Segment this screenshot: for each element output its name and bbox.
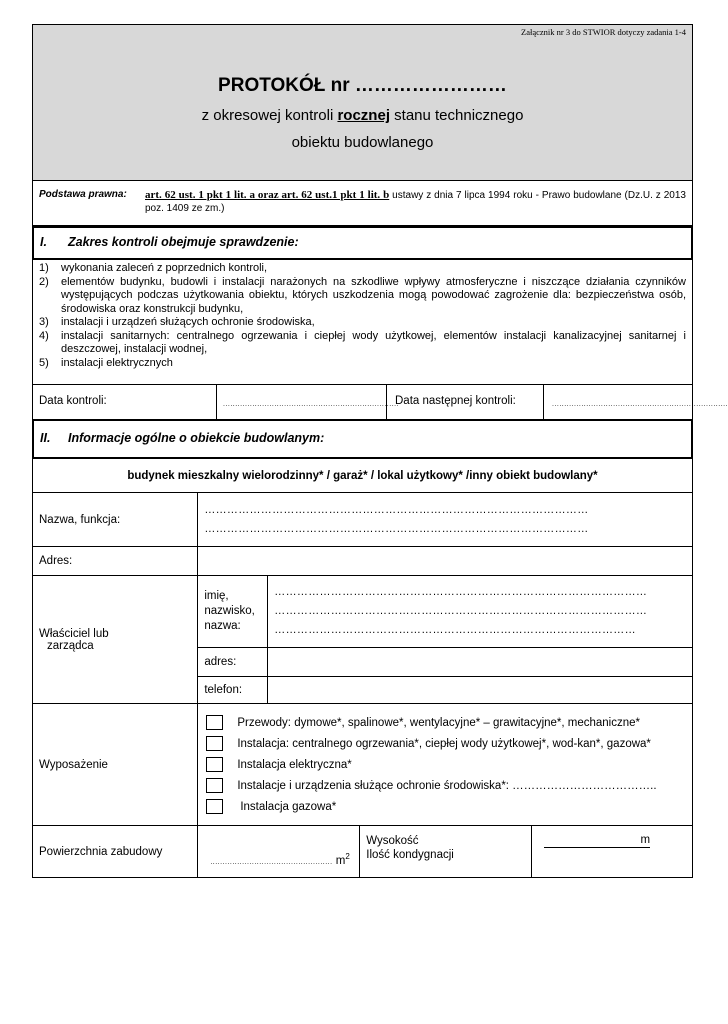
built-area-field[interactable]: .................................................. $m^2$ <box>198 826 360 878</box>
protocol-subtitle-2: obiektu budowlanego <box>291 134 434 151</box>
list-item: 1) wykonania zaleceń z poprzednich kontroli, <box>39 262 268 274</box>
checkbox[interactable] <box>206 799 223 814</box>
inspection-date-label: Data kontroli: <box>39 395 107 407</box>
height-field[interactable] <box>532 826 693 878</box>
list-item: 5) instalacji elektrycznych <box>39 356 173 369</box>
checkbox[interactable] <box>206 778 223 793</box>
owner-label: Właściciel lub zarządca <box>33 576 198 704</box>
equipment-option[interactable]: Instalacja: centralnego ogrzewania*, ciepłej wody użytkowej*, wod-kan*, gazowa* <box>206 733 686 754</box>
checkbox[interactable] <box>206 757 223 772</box>
equipment-option[interactable]: Przewody: dymowe*, spalinowe*, wentylacyjne* – grawitacyjne*, mechaniczne* <box>206 712 686 733</box>
section-2-header <box>32 420 693 459</box>
scope-list <box>32 260 693 384</box>
protocol-form <box>32 24 728 878</box>
owner-address-label: adres: <box>198 648 268 677</box>
list-item: 3) instalacji i urządzeń służących ochronie środowiska, <box>39 316 315 328</box>
section-2-number: II. <box>40 431 51 445</box>
building-type-row: budynek mieszkalny wielorodzinny* / garaż* / lokal użytkowy* /inny obiekt budowlany* <box>33 459 693 493</box>
inspection-date-field[interactable]: ........................................................................ <box>216 385 387 419</box>
area-unit: $m^2$ <box>335 852 350 867</box>
section-2-title: Informacje ogólne o obiekcie budowlanym: <box>68 431 325 445</box>
section-1-header <box>32 226 693 260</box>
owner-phone-label: telefon: <box>198 677 268 704</box>
name-function-field[interactable]: ………………………………………………………………………………………… ………………………………………………………………………………………… <box>198 493 693 547</box>
dates-row <box>32 384 728 420</box>
owner-address-field[interactable] <box>268 648 693 677</box>
legal-basis-text: art. 62 ust. 1 pkt 1 lit. a oraz art. 62 ust.1 pkt 1 lit. b ustawy z dnia 7 lipca 1994 roku - Prawo budowlane (Dz.U. z 2013 poz. 1409 ze zm.) <box>145 189 686 214</box>
equipment-options <box>198 704 693 826</box>
equipment-option[interactable]: Instalacja gazowa* <box>206 796 686 817</box>
height-floors-label: Wysokość Ilość kondygnacji <box>360 826 532 878</box>
checkbox[interactable] <box>206 715 223 730</box>
building-info-table <box>32 459 693 878</box>
legal-reference: art. 62 ust. 1 pkt 1 lit. a oraz art. 62 ust.1 pkt 1 lit. b <box>145 189 390 201</box>
legal-basis <box>32 181 693 226</box>
next-inspection-date-label: Data następnej kontroli: <box>395 395 516 407</box>
built-area-label: Powierzchnia zabudowy <box>33 826 198 878</box>
next-date-label-cell <box>386 385 544 419</box>
height-unit: m <box>544 834 650 848</box>
annex-note: Załącznik nr 3 do STWIOR dotyczy zadania 1-4 <box>521 27 686 37</box>
section-1-title: Zakres kontroli obejmuje sprawdzenie: <box>68 235 299 249</box>
equipment-option[interactable]: Instalacje i urządzenia służące ochronie środowiska*: ……………………………….. <box>206 775 686 796</box>
form-header <box>32 24 693 181</box>
name-function-label: Nazwa, funkcja: <box>33 493 198 547</box>
equipment-label: Wyposażenie <box>33 704 198 826</box>
legal-basis-label: Podstawa prawna: <box>39 189 127 200</box>
address-label: Adres: <box>33 547 198 576</box>
list-item: 2) elementów budynku, budowli i instalacji narażonych na szkodliwe wpływy atmosferyczne i niszczące działania czynników występujących podczas użytkowania obiektu, których uszkodzenia mogą powodować zagrożenie dla: bezpieczeństwa osób, środowiska oraz konstrukcji budynku, <box>39 275 686 315</box>
list-item: 4) instalacji sanitarnych: centralnego ogrzewania i ciepłej wody użytkowej, elementów instalacji kanalizacyjnej sanitarnej i deszczowej, instalacji wodnej, <box>39 329 686 355</box>
next-inspection-date-field[interactable]: ........................................................................ <box>543 385 692 419</box>
owner-name-field[interactable]: ……………………………………………………………………………………… ……………………………………………………………………………………… …………………………………………………………………………………… <box>268 576 693 648</box>
protocol-subtitle: z okresowej kontroli rocznej stanu technicznego <box>201 107 524 124</box>
section-1-number: I. <box>40 235 47 249</box>
equipment-option[interactable]: Instalacja elektryczna* <box>206 754 686 775</box>
checkbox[interactable] <box>206 736 223 751</box>
owner-name-label: imię, nazwisko, nazwa: <box>198 576 268 648</box>
protocol-title: PROTOKÓŁ nr …………………… <box>218 75 507 96</box>
inspection-type: rocznej <box>337 107 390 124</box>
owner-phone-field[interactable] <box>268 677 693 704</box>
address-field[interactable] <box>198 547 693 576</box>
